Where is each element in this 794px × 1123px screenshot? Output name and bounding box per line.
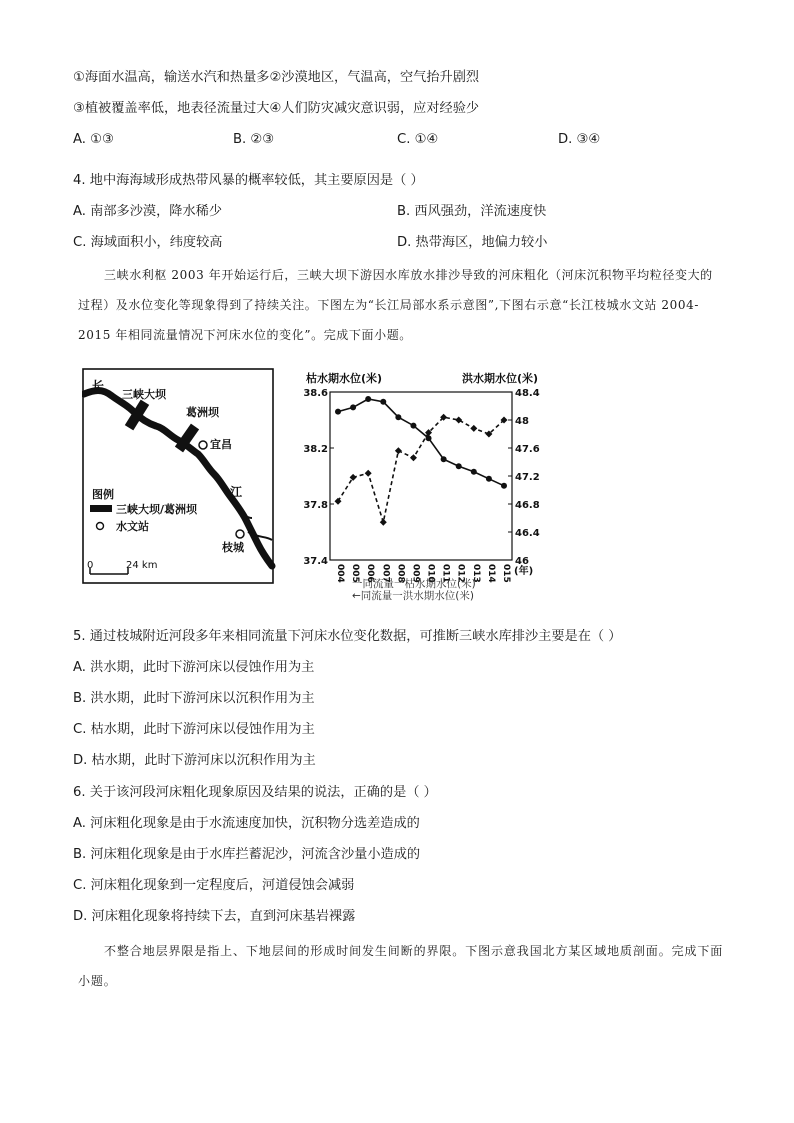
left-tick-label: 38.6 bbox=[303, 388, 328, 399]
city-label-yichang: 宜昌 bbox=[210, 438, 232, 451]
x-tick-label: 006 bbox=[365, 564, 376, 583]
left-tick-label: 37.4 bbox=[303, 556, 328, 567]
scale-zero: 0 bbox=[87, 560, 94, 571]
right-top-tick-label: 48.4 bbox=[515, 388, 540, 399]
q3-option-d: D. ③④ bbox=[558, 132, 601, 147]
legend-station-symbol bbox=[97, 523, 104, 530]
x-tick-label: 009 bbox=[410, 564, 421, 583]
dry-season-point bbox=[471, 469, 477, 475]
legend-station-label: 水文站 bbox=[116, 520, 149, 533]
q3-statement-2: ③植被覆盖率低，地表径流量过大④人们防灾减灾意识弱，应对经验少 bbox=[73, 101, 480, 116]
x-tick-label: 008 bbox=[395, 564, 406, 583]
right-tick-label: 47.6 bbox=[515, 444, 540, 455]
right-tick-label: 46.4 bbox=[515, 528, 540, 539]
q3-statement-1: ①海面水温高，输送水汽和热量多②沙漠地区，气温高，空气抬升剧烈 bbox=[73, 70, 480, 85]
dam-label-gezhouba: 葛洲坝 bbox=[186, 406, 219, 419]
x-tick-label: 015 bbox=[501, 564, 511, 583]
scale-distance: 24 km bbox=[126, 560, 158, 571]
left-tick-label: 37.8 bbox=[303, 500, 328, 511]
passage-three-gorges: 三峡水利枢 2003 年开始运行后，三峡大坝下游因水库放水排沙导致的河床粗化（河床沉积物平均粒径变大的过程）及水位变化等现象得到了持续关注。下图左为“长江局部水系示意图”,下图右示意“长江枝城水文站 2004-2015 年相同流量情况下河床水位的变化”。完成下面小题。 bbox=[78, 268, 713, 342]
x-unit-label: (年) bbox=[514, 566, 534, 577]
right-tick-label: 46.8 bbox=[515, 500, 540, 511]
q6-option-b: B. 河床粗化现象是由于水库拦蓄泥沙，河流含沙量小造成的 bbox=[73, 847, 421, 862]
legend-entry: 一同流量一枯水期水位(米) bbox=[352, 578, 476, 590]
x-tick-label: 004 bbox=[335, 564, 345, 583]
q6-option-d: D. 河床粗化现象将持续下去，直到河床基岩裸露 bbox=[73, 909, 356, 924]
q5-option-d: D. 枯水期，此时下游河床以沉积作用为主 bbox=[73, 753, 316, 768]
dry-season-point bbox=[486, 476, 492, 482]
q5-option-b: B. 洪水期，此时下游河床以沉积作用为主 bbox=[73, 691, 315, 706]
legend-dam-label: 三峡大坝/葛洲坝 bbox=[116, 503, 198, 516]
x-tick-label: 011 bbox=[440, 564, 451, 583]
dam-label-sanxia: 三峡大坝 bbox=[122, 388, 166, 401]
river-label-chang: 长 bbox=[92, 379, 105, 393]
q4-option-a: A. 南部多沙漠，降水稀少 bbox=[73, 204, 223, 219]
river-label-jiang: 江 bbox=[230, 485, 243, 499]
x-tick-label: 013 bbox=[470, 564, 481, 583]
x-tick-label: 005 bbox=[350, 564, 361, 583]
x-tick-label: 010 bbox=[425, 564, 436, 583]
left-tick-label: 38.2 bbox=[303, 444, 328, 455]
dry-season-point bbox=[501, 483, 507, 489]
x-tick-label: 007 bbox=[380, 564, 391, 583]
dry-season-point bbox=[365, 396, 371, 402]
dry-season-point bbox=[350, 404, 356, 410]
right-axis-title: 洪水期水位(米) bbox=[462, 372, 539, 385]
q6-option-a: A. 河床粗化现象是由于水流速度加快，沉积物分选差造成的 bbox=[73, 816, 420, 831]
q4-option-b: B. 西风强劲，洋流速度快 bbox=[397, 204, 547, 219]
passage-unconformity: 不整合地层界限是指上、下地层间的形成时间发生间断的界限。下图示意我国北方某区域地质剖面。完成下面小题。 bbox=[78, 944, 724, 988]
q5-option-c: C. 枯水期，此时下游河床以侵蚀作用为主 bbox=[73, 722, 315, 737]
q3-option-a: A. ①③ bbox=[73, 132, 114, 147]
q5-stem: 5. 通过枝城附近河段多年来相同流量下河床水位变化数据，可推断三峡水库排沙主要是在（ ） bbox=[73, 629, 622, 644]
dry-season-point bbox=[456, 463, 462, 469]
x-tick-label: 014 bbox=[485, 564, 496, 583]
x-tick-label: 012 bbox=[455, 564, 466, 583]
water-level-chart bbox=[292, 368, 552, 616]
dry-season-point bbox=[395, 414, 401, 420]
legend-dam-symbol bbox=[90, 505, 112, 512]
river-map bbox=[82, 368, 278, 586]
right-tick-label: 46 bbox=[515, 556, 529, 567]
zhicheng-station bbox=[236, 530, 244, 538]
q3-option-c: C. ①④ bbox=[397, 132, 439, 147]
yichang-station bbox=[199, 441, 207, 449]
q6-option-c: C. 河床粗化现象到一定程度后，河道侵蚀会减弱 bbox=[73, 878, 355, 893]
q4-option-d: D. 热带海区，地偏力较小 bbox=[397, 235, 548, 250]
dry-season-point bbox=[335, 409, 341, 415]
q5-option-a: A. 洪水期，此时下游河床以侵蚀作用为主 bbox=[73, 660, 315, 675]
q4-stem: 4. 地中海海域形成热带风暴的概率较低，其主要原因是（ ） bbox=[73, 173, 424, 188]
legend-entry: ←同流量一洪水期水位(米) bbox=[352, 590, 474, 602]
legend-title: 图例 bbox=[92, 488, 114, 501]
city-label-zhicheng: 枝城 bbox=[222, 541, 244, 554]
dry-season-point bbox=[410, 423, 416, 429]
q4-option-c: C. 海域面积小，纬度较高 bbox=[73, 235, 223, 250]
q6-stem: 6. 关于该河段河床粗化现象原因及结果的说法，正确的是（ ） bbox=[73, 785, 437, 800]
dry-season-point bbox=[380, 399, 386, 405]
right-tick-label: 47.2 bbox=[515, 472, 540, 483]
q3-option-b: B. ②③ bbox=[233, 132, 275, 147]
left-axis-title: 枯水期水位(米) bbox=[306, 372, 383, 385]
dry-season-point bbox=[441, 456, 447, 462]
right-tick-label: 48 bbox=[515, 416, 529, 427]
